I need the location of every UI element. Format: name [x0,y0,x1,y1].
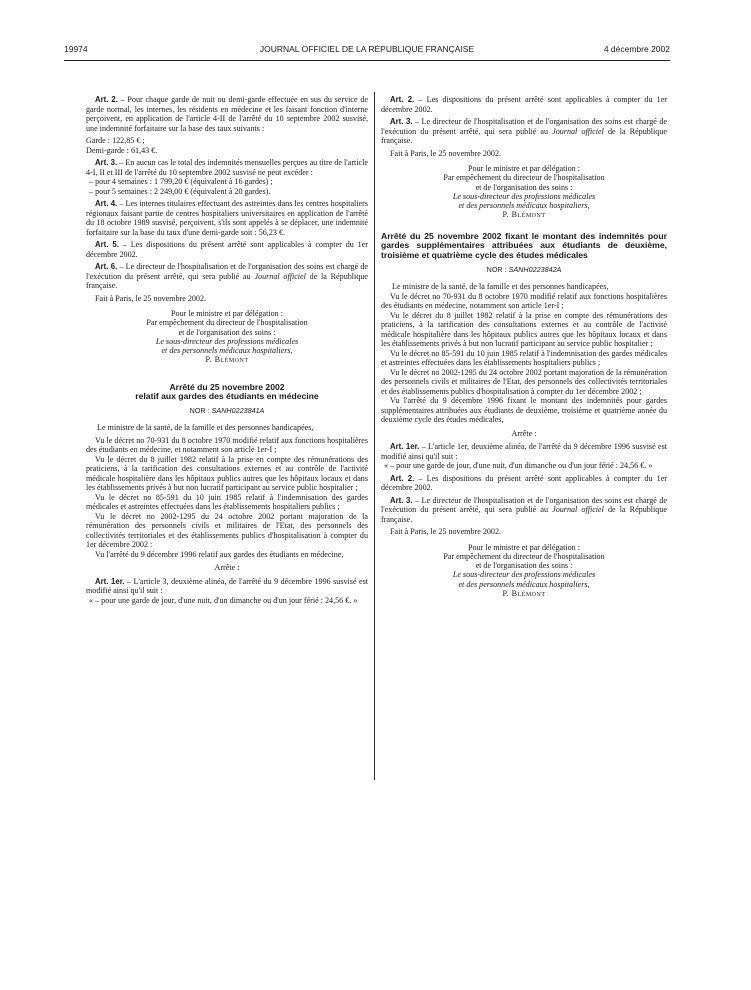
nor-label: NOR : [486,264,509,274]
article-text: – Les dispositions du présent arrêté sont applicables à compter du 1er décembre 2002. [86,240,368,259]
visa-paragraph: Vu le décret no 70-931 du 8 octobre 1970 modifié relatif aux fonctions hospitalières des étudiants en médecine, et notamment son article 1er-I ; [86,435,368,455]
right-column [381,95,667,604]
signature-line: et de l'organisation des soins : [475,182,573,192]
visa-paragraph: Vu le décret no 85-591 du 10 juin 1985 relatif à l'indemnisation des gardes médicales et astreintes effectuées dans les établissements hospitaliers publics ; [381,348,667,368]
journal-name: Journal officiel [552,505,604,515]
article-label: Art. 2. [390,95,415,104]
article-3-paragraph [381,117,667,146]
article-text: – Le directeur de l'hospitalisation et de l'organisation des soins est chargé de l'exécution du présent arrêté, qui sera publié au [86,262,368,281]
signature-line: Pour le ministre et par délégation : [171,309,283,318]
article-text: de la République française. [86,271,368,290]
signature-block [86,309,368,365]
nor-label: NOR : [189,405,212,415]
issue-date: 4 décembre 2002 [603,44,670,54]
minister-line: Le ministre de la santé, de la famille et des personnes handicapées, [97,423,314,433]
article-4-paragraph [86,199,368,237]
journal-name: Journal officiel [552,126,604,136]
signature-line: Par empêchement du directeur de l'hospitalisation [443,173,605,183]
minister-line: Le ministre de la santé, de la famille et des personnes handicapées, [392,282,609,292]
article-label: Art. 4. [95,199,118,208]
signature-line: Le sous-directeur des professions médicales [155,336,299,346]
column-divider [374,92,375,780]
signature-line: Le sous-directeur des professions médicales [452,570,596,580]
article-text: – L'article 3, deuxième alinéa, de l'arrêté du 9 décembre 1996 susvisé est modifié ainsi qu'il suit : [86,576,368,596]
signature-line: et des personnels médicaux hospitaliers, [458,579,590,589]
article-2-paragraph [381,474,667,493]
article-text: – Pour chaque garde de nuit ou demi-garde effectuée en sus du service de garde normal, les internes, les résidents en médecine et les faisant fonction d'interne perçoivent, en application de l'article 4-II de l'arrêté du 10 septembre 2002 susvisé, une indemnité forfaitaire sur la base des taux suivants : [86,95,368,133]
article-3-paragraph [381,496,667,525]
article-text: – Les dispositions du présent arrêté sont applicables à compter du 1er décembre 2002. [381,473,667,493]
visa-paragraph: Vu l'arrêté du 9 décembre 1996 fixant le montant des indemnités pour gardes supplémentaires attribuées aux étudiants de deuxième, troisième et quatrième année du deuxième cycle des études médicales, [381,396,667,425]
fait-line: Fait à Paris, le 25 novembre 2002. [95,293,207,303]
article-label: Art. 3. [390,117,413,126]
arrete-title [86,383,368,402]
arrete-label: Arrête : [511,428,537,438]
arrete-label: Arrête : [214,563,240,573]
nor-code: SANH0223841A [211,405,265,415]
article-label: Art. 3. [390,495,413,505]
article-text: – L'article 1er, deuxième alinéa, de l'arrêté du 9 décembre 1996 susvisé est modifié ainsi qu'il suit : [381,442,667,461]
demi-garde-rate: Demi-garde : 61,43 €. [86,145,158,155]
visa-paragraph: Vu le décret du 8 juillet 1982 relatif à la prise en compte des rémunérations des praticiens, à la tarification des consultations externes et au contrôle de l'activité médicale hospitalière dans les hôpitaux publics autres que les hôpitaux locaux et dans les établissements privés à but non lucratif participant au service public hospitalier ; [381,310,667,349]
page-header [64,44,670,58]
article-label: Art. 3. [95,158,118,167]
article-label: Art. 5. [95,240,119,249]
signature-line: Par empêchement du directeur de l'hospitalisation [443,551,605,561]
fait-line: Fait à Paris, le 25 novembre 2002. [390,148,502,158]
visa-paragraph: Vu le décret du 8 juillet 1982 relatif à la prise en compte des rémunérations des praticiens, à la tarification des consultations externes et au contrôle de l'activité médicale hospitalière dans les hôpitaux publics autres que les hôpitaux locaux et dans les établissements privés à but non lucratif participant au service public hospitalier ; [86,454,368,493]
nor-reference [381,265,667,275]
signature-line: Par empêchement du directeur de l'hospitalisation [146,318,308,328]
article-3-paragraph [86,158,368,177]
article-text: de la République française. [381,505,667,524]
list-item: – pour 5 semaines : 2 249,00 € (équivalent à 20 gardes). [89,186,271,196]
journal-title: JOURNAL OFFICIEL DE LA RÉPUBLIQUE FRANÇAISE [259,44,475,54]
signature-line: Pour le ministre et par délégation : [468,164,580,173]
visa-paragraph: Vu le décret no 2002-1295 du 24 octobre 2002 portant majoration de la rémunération des personnels civils et militaires de l'Etat, des personnels des collectivités territoriales et des établissements publics d'hospitalisation à compter du 1er décembre 2002 ; [381,367,667,396]
signature-line: et de l'organisation des soins : [178,327,276,337]
signature-line: et de l'organisation des soins : [475,561,573,571]
article-2-paragraph [86,95,368,133]
article-text: – Le directeur de l'hospitalisation et de l'organisation des soins est chargé de l'exécution du présent arrêté, qui sera publié au [381,117,667,136]
arrete-title-line: Arrêté du 25 novembre 2002 [169,381,285,392]
signatory-name: P. Blémont [502,210,546,220]
visa-paragraph: Vu l'arrêté du 9 décembre 1996 relatif aux gardes des étudiants en médecine, [95,549,344,559]
article-1-paragraph [381,442,667,461]
quote-list [86,596,368,606]
article-label: Art. 6. [95,262,118,271]
left-column [86,95,368,608]
signature-line: et des personnels médicaux hospitaliers, [161,346,293,356]
header-rule [64,60,670,61]
visa-paragraph: Vu le décret no 85-591 du 10 juin 1985 relatif à l'indemnisation des gardes médicales et astreintes effectuées dans les établissements hospitaliers publics ; [86,492,368,512]
nor-code: SANH0223842A [508,264,562,274]
article-text: – Les internes titulaires effectuant des astreintes dans les centres hospitaliers régionaux faisant partie de centres hospitaliers universitaires en application de l'arrêté du 18 octobre 1989 susvisé, perçoivent, s'ils sont appelés à se déplacer, une indemnité forfaitaire sur la base du taux d'une demi-garde soit : 56,23 €. [86,199,368,237]
page-number: 19974 [64,44,88,54]
article-text: – Les dispositions du présent arrêté sont applicables à compter du 1er décembre 2002. [381,95,667,114]
visa-paragraph: Vu le décret no 2002-1295 du 24 octobre 2002 portant majoration de la rémunération des personnels civils et militaires de l'Etat, des personnels des collectivités territoriales et des établissements publics d'hospitalisation à compter du 1er décembre 2002 : [86,511,368,550]
list-item: « – pour une garde de jour, d'une nuit, d'un dimanche ou d'un jour férié : 24,56 €. » [384,461,653,471]
signature-line: Le sous-directeur des professions médicales [452,191,596,201]
arrete-title: Arrêté du 25 novembre 2002 fixant le montant des indemnités pour gardes supplémentaires attribuées aux étudiants de deuxième, troisième et quatrième cycle des études médicales [381,230,667,260]
article-label: Art. 1er. [95,576,125,586]
article-6-paragraph [86,262,368,291]
signature-line: et des personnels médicaux hospitaliers, [458,201,590,211]
article-label: Art. 1er. [390,442,420,452]
signatory-name: P. Blémont [502,589,546,599]
visa-paragraph: Vu le décret no 70-931 du 8 octobre 1970 modifié relatif aux fonctions hospitalières des étudiants en médecine, notamment son article 1er-I ; [381,291,667,311]
signature-line: Pour le ministre et par délégation : [468,542,580,552]
article-label: Art. 2. [390,473,415,483]
fait-line: Fait à Paris, le 25 novembre 2002. [390,527,502,537]
article-1-paragraph [86,577,368,596]
article-text: de la République française. [381,126,667,145]
journal-name: Journal officiel [254,271,306,281]
signatory-name: P. Blémont [205,355,249,365]
garde-rate: Garde : 122,85 € ; [86,136,145,145]
nor-reference [86,406,368,416]
signature-block [381,164,667,220]
article-5-paragraph [86,240,368,259]
article-label: Art. 2. [95,95,118,104]
list-item: – pour 4 semaines : 1 799,20 € (équivalent à 16 gardes) ; [89,177,273,186]
article-2-paragraph [381,95,667,114]
signature-block [381,543,667,599]
ceiling-list [86,177,368,196]
list-item: « – pour une garde de jour, d'une nuit, d'un dimanche ou d'un jour férié : 24,56 €. » [89,595,358,605]
arrete-title-line: relatif aux gardes des étudiants en médecine [135,391,319,402]
article-text: – Le directeur de l'hospitalisation et de l'organisation des soins est chargé de l'exécution du présent arrêté, qui sera publié au [381,495,667,515]
article-text: – En aucun cas le total des indemnités mensuelles perçues au titre de l'article 4-I, II et III de l'arrêté du 10 septembre 2002 susvisé ne peut excéder : [86,158,368,177]
quote-list [381,461,667,471]
